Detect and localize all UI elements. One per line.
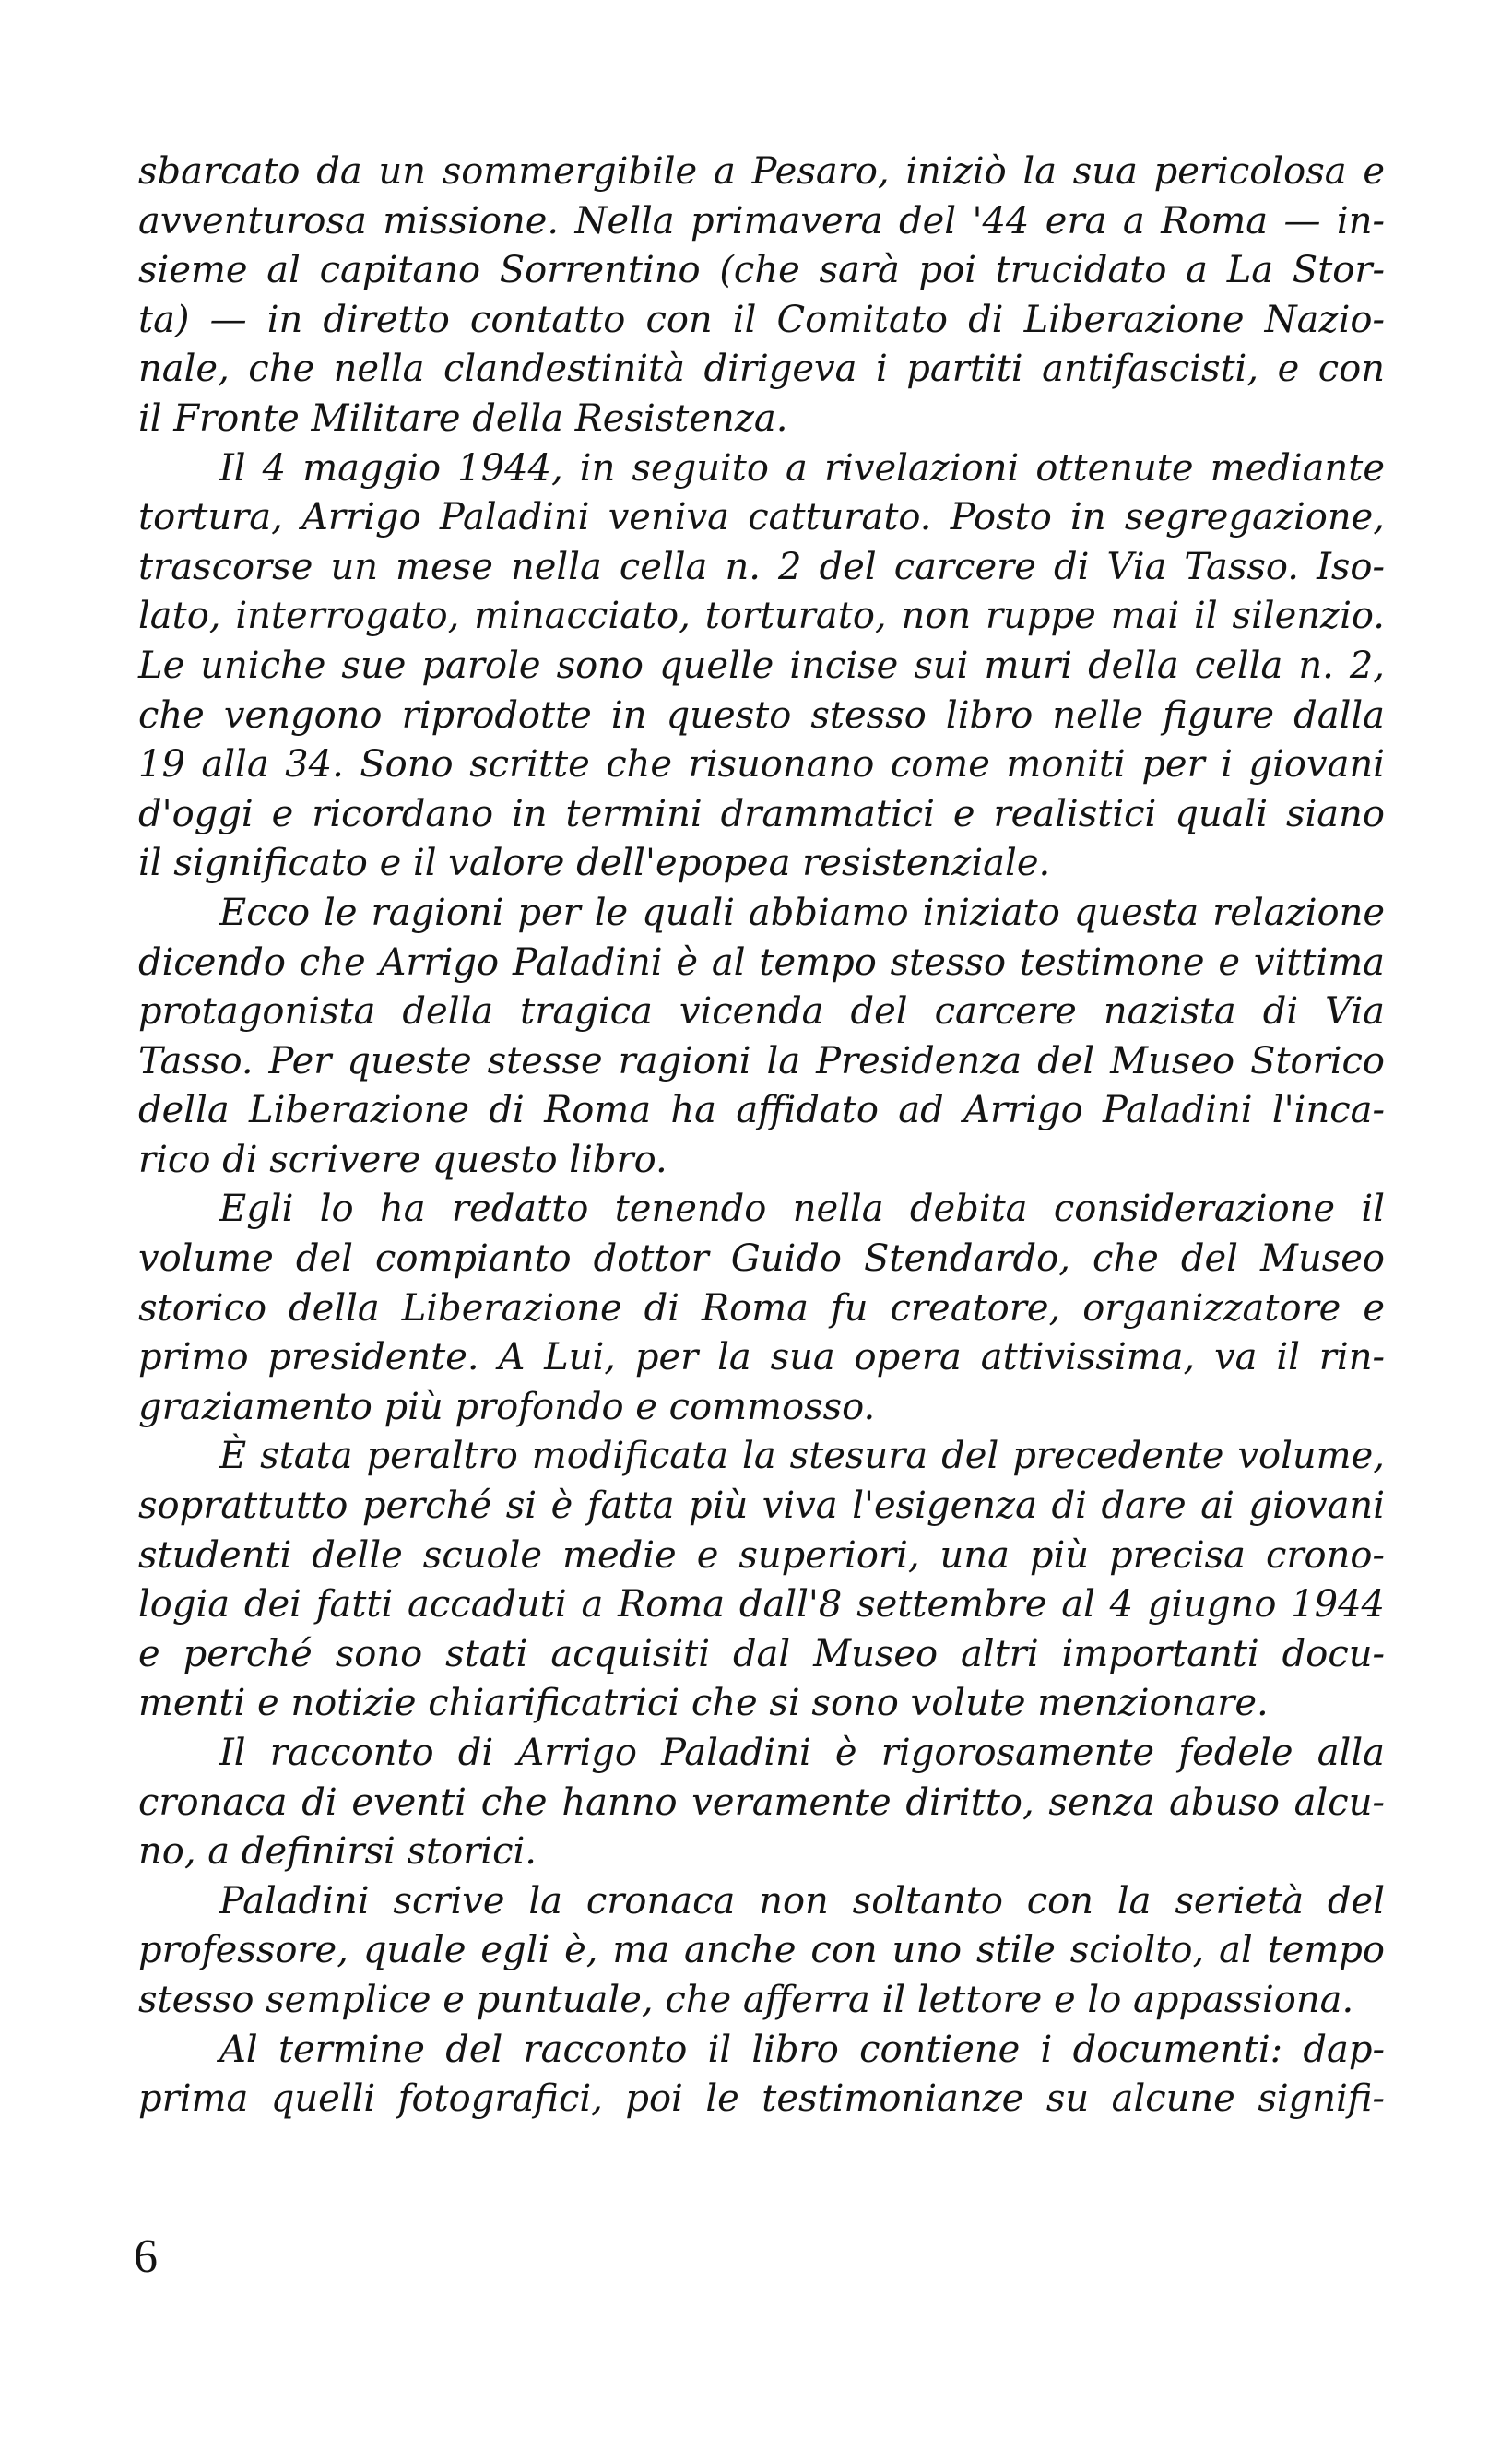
- text-line: Tasso. Per queste stesse ragioni la Presidenza del Museo Storico: [138, 1039, 1385, 1082]
- text-line: Al termine del racconto il libro contiene i documenti: dap-: [219, 2028, 1385, 2071]
- text-line: sbarcato da un sommergibile a Pesaro, iniziò la sua pericolosa e: [138, 150, 1385, 193]
- text-line: logia dei fatti accaduti a Roma dall'8 settembre al 4 giugno 1944: [138, 1583, 1385, 1627]
- text-line: È stata peraltro modificata la stesura del precedente volume,: [219, 1435, 1385, 1478]
- text-line: ta) — in diretto contatto con il Comitato di Liberazione Nazio-: [138, 298, 1385, 341]
- text-line: rico di scrivere questo libro.: [138, 1138, 667, 1181]
- text-line: protagonista della tragica vicenda del carcere nazista di Via: [138, 990, 1385, 1034]
- text-line: lato, interrogato, minacciato, torturato, non ruppe mai il silenzio.: [138, 595, 1385, 638]
- text-line: Il racconto di Arrigo Paladini è rigorosamente fedele alla: [219, 1732, 1385, 1774]
- text-line: il significato e il valore dell'epopea resistenziale.: [138, 842, 1051, 885]
- text-line: Il 4 maggio 1944, in seguito a rivelazioni ottenute mediante: [219, 446, 1385, 490]
- text-line: e perché sono stati acquisiti dal Museo altri importanti docu-: [138, 1632, 1385, 1675]
- text-line: della Liberazione di Roma ha affidato ad Arrigo Paladini l'inca-: [138, 1089, 1385, 1132]
- text-line: Egli lo ha redatto tenendo nella debita considerazione il: [219, 1188, 1385, 1231]
- text-line: Ecco le ragioni per le quali abbiamo iniziato questa relazione: [219, 891, 1385, 934]
- text-line: nale, che nella clandestinità dirigeva i partiti antifascisti, e con: [138, 348, 1385, 391]
- text-line: volume del compianto dottor Guido Stendardo, che del Museo: [138, 1237, 1385, 1281]
- text-line: 19 alla 34. Sono scritte che risuonano come moniti per i giovani: [138, 743, 1385, 787]
- text-line: studenti delle scuole medie e superiori, una più precisa crono-: [138, 1533, 1385, 1577]
- text-line: che vengono riprodotte in questo stesso libro nelle figure dalla: [138, 693, 1385, 737]
- text-line: menti e notizie chiarificatrici che si sono volute menzionare.: [138, 1682, 1269, 1725]
- text-line: professore, quale egli è, ma anche con uno stile sciolto, al tempo: [138, 1929, 1385, 1972]
- text-line: graziamento più profondo e commosso.: [138, 1385, 876, 1428]
- text-line: tortura, Arrigo Paladini veniva catturato. Posto in segregazione,: [138, 496, 1385, 539]
- text-line: prima quelli fotografici, poi le testimonianze su alcune signifi-: [138, 2077, 1385, 2121]
- text-line: avventurosa missione. Nella primavera del '44 era a Roma — in-: [138, 199, 1385, 243]
- text-line: Paladini scrive la cronaca non soltanto con la serietà del: [219, 1879, 1385, 1922]
- text-line: d'oggi e ricordano in termini drammatici e realistici quali siano: [138, 792, 1385, 835]
- text-line: dicendo che Arrigo Paladini è al tempo stesso testimone e vittima: [138, 940, 1385, 984]
- text-line: sieme al capitano Sorrentino (che sarà poi trucidato a La Stor-: [138, 249, 1385, 292]
- page-number: 6: [134, 2230, 158, 2283]
- text-line: il Fronte Militare della Resistenza.: [138, 396, 788, 440]
- body-text: [138, 148, 1385, 2124]
- text-line: cronaca di eventi che hanno veramente diritto, senza abuso alcu-: [138, 1780, 1385, 1824]
- text-line: stesso semplice e puntuale, che afferra il lettore e lo appassiona.: [138, 1978, 1354, 2021]
- text-line: Le uniche sue parole sono quelle incise sui muri della cella n. 2,: [138, 644, 1385, 687]
- text-line: primo presidente. A Lui, per la sua opera attivissima, va il rin-: [138, 1336, 1385, 1379]
- text-line: soprattutto perché si è fatta più viva l'esigenza di dare ai giovani: [138, 1485, 1385, 1528]
- text-line: trascorse un mese nella cella n. 2 del carcere di Via Tasso. Iso-: [138, 545, 1385, 588]
- text-line: no, a definirsi storici.: [138, 1830, 537, 1874]
- text-line: storico della Liberazione di Roma fu creatore, organizzatore e: [138, 1286, 1385, 1330]
